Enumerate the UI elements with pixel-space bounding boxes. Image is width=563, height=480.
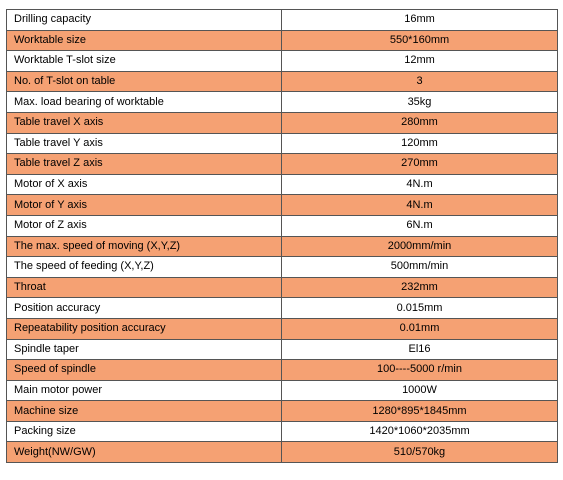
- table-row: [7, 195, 558, 216]
- spec-value: 1420*1060*2035mm: [282, 421, 558, 442]
- table-row: [7, 30, 558, 51]
- spec-value: 6N.m: [282, 215, 558, 236]
- spec-label: No. of T-slot on table: [7, 71, 282, 92]
- spec-label: Weight(NW/GW): [7, 442, 282, 463]
- spec-label: The max. speed of moving (X,Y,Z): [7, 236, 282, 257]
- table-row: [7, 401, 558, 422]
- spec-label: Table travel Y axis: [7, 133, 282, 154]
- table-row: [7, 154, 558, 175]
- spec-label: Repeatability position accuracy: [7, 318, 282, 339]
- table-row: [7, 421, 558, 442]
- spec-value: 0.015mm: [282, 298, 558, 319]
- spec-label: Max. load bearing of worktable: [7, 92, 282, 113]
- table-row: [7, 360, 558, 381]
- spec-value: 35kg: [282, 92, 558, 113]
- spec-value: 120mm: [282, 133, 558, 154]
- spec-value: 16mm: [282, 10, 558, 31]
- spec-value: 550*160mm: [282, 30, 558, 51]
- spec-label: Main motor power: [7, 380, 282, 401]
- spec-label: Worktable T-slot size: [7, 51, 282, 72]
- table-row: [7, 112, 558, 133]
- table-row: [7, 442, 558, 463]
- table-row: [7, 339, 558, 360]
- spec-value: 100----5000 r/min: [282, 360, 558, 381]
- table-row: [7, 298, 558, 319]
- table-row: [7, 236, 558, 257]
- table-row: [7, 318, 558, 339]
- spec-value: 2000mm/min: [282, 236, 558, 257]
- table-row: [7, 277, 558, 298]
- spec-label: Drilling capacity: [7, 10, 282, 31]
- spec-value: 500mm/min: [282, 257, 558, 278]
- spec-label: The speed of feeding (X,Y,Z): [7, 257, 282, 278]
- spec-label: Spindle taper: [7, 339, 282, 360]
- table-row: [7, 92, 558, 113]
- spec-label: Table travel Z axis: [7, 154, 282, 175]
- table-row: [7, 51, 558, 72]
- spec-label: Throat: [7, 277, 282, 298]
- spec-label: Motor of Z axis: [7, 215, 282, 236]
- table-row: [7, 174, 558, 195]
- spec-value: El16: [282, 339, 558, 360]
- spec-value: 1000W: [282, 380, 558, 401]
- table-row: [7, 10, 558, 31]
- specification-table: [6, 9, 558, 463]
- spec-value: 1280*895*1845mm: [282, 401, 558, 422]
- table-row: [7, 380, 558, 401]
- table-row: [7, 71, 558, 92]
- spec-value: 12mm: [282, 51, 558, 72]
- spec-value: 280mm: [282, 112, 558, 133]
- spec-label: Packing size: [7, 421, 282, 442]
- spec-value: 270mm: [282, 154, 558, 175]
- spec-value: 4N.m: [282, 174, 558, 195]
- table-row: [7, 257, 558, 278]
- table-row: [7, 133, 558, 154]
- table-row: [7, 215, 558, 236]
- spec-value: 510/570kg: [282, 442, 558, 463]
- spec-label: Machine size: [7, 401, 282, 422]
- spec-value: 232mm: [282, 277, 558, 298]
- spec-label: Worktable size: [7, 30, 282, 51]
- spec-label: Motor of X axis: [7, 174, 282, 195]
- spec-label: Motor of Y axis: [7, 195, 282, 216]
- spec-value: 4N.m: [282, 195, 558, 216]
- spec-label: Position accuracy: [7, 298, 282, 319]
- spec-value: 3: [282, 71, 558, 92]
- spec-label: Speed of spindle: [7, 360, 282, 381]
- spec-value: 0.01mm: [282, 318, 558, 339]
- spec-label: Table travel X axis: [7, 112, 282, 133]
